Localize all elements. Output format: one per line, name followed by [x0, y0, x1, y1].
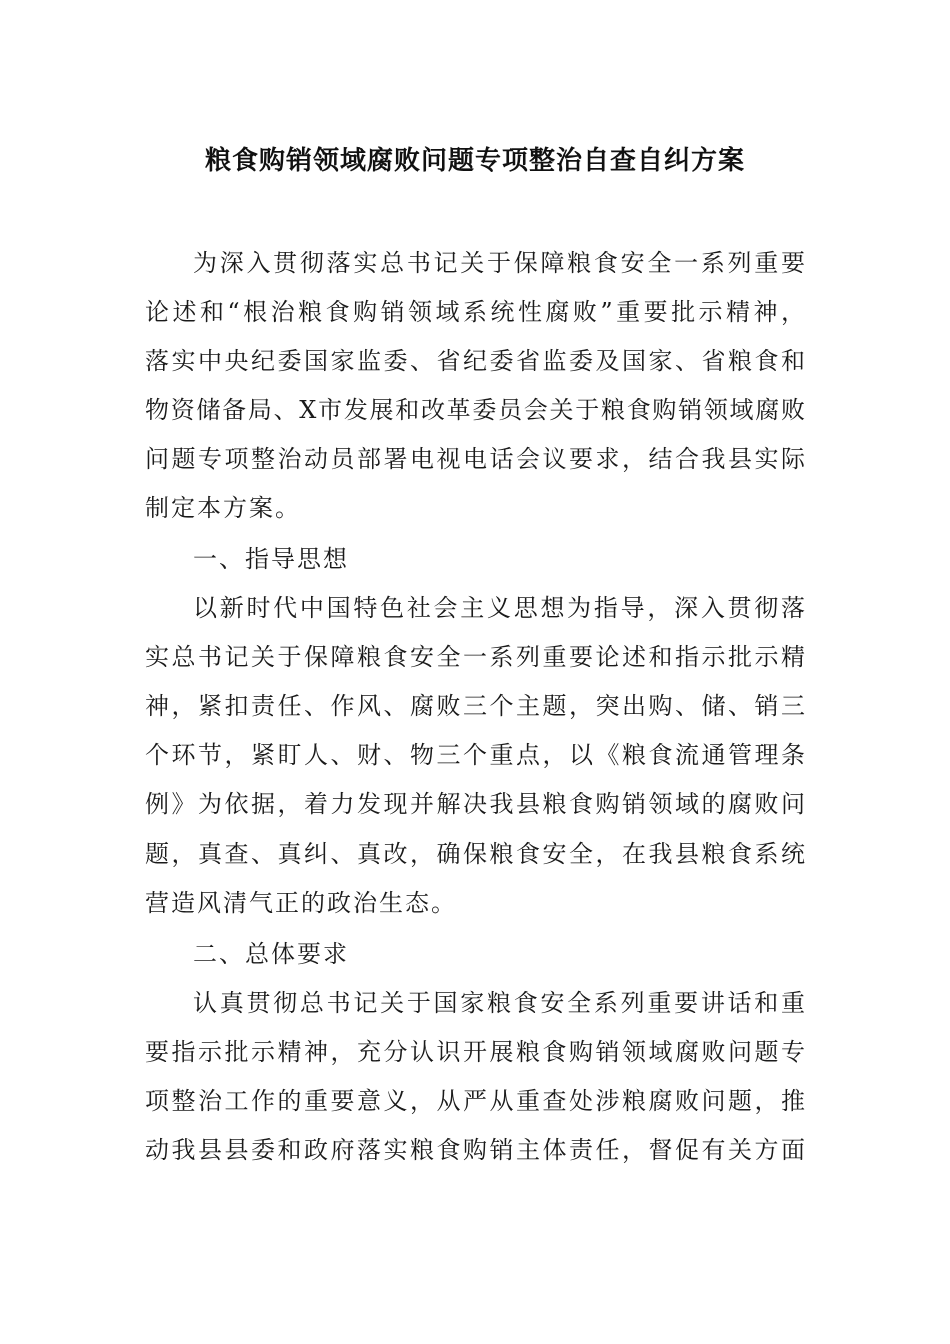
paragraph-line: 要指示批示精神，充分认识开展粮食购销领域腐败问题专 — [145, 1038, 805, 1066]
paragraph-line: 物资储备局、X市发展和改革委员会关于粮食购销领域腐败 — [145, 396, 805, 424]
paragraph-line: 为深入贯彻落实总书记关于保障粮食安全一系列重要 — [193, 249, 805, 277]
paragraph-line: 个环节，紧盯人、财、物三个重点，以《粮食流通管理条 — [145, 741, 805, 769]
paragraph-line: 以新时代中国特色社会主义思想为指导，深入贯彻落 — [193, 594, 805, 622]
paragraph-line: 实总书记关于保障粮食安全一系列重要论述和指示批示精 — [145, 643, 805, 671]
paragraph-line: 论述和“根治粮食购销领域系统性腐败”重要批示精神， — [145, 298, 805, 326]
paragraph-line: 动我县县委和政府落实粮食购销主体责任，督促有关方面 — [145, 1136, 805, 1164]
paragraph-line: 题，真查、真纠、真改，确保粮食安全，在我县粮食系统 — [145, 840, 805, 868]
paragraph-line: 落实中央纪委国家监委、省纪委省监委及国家、省粮食和 — [145, 347, 805, 375]
paragraph-line: 项整治工作的重要意义，从严从重查处涉粮腐败问题，推 — [145, 1087, 805, 1115]
paragraph-line: 认真贯彻总书记关于国家粮食安全系列重要讲话和重 — [193, 989, 805, 1017]
paragraph-line: 神，紧扣责任、作风、腐败三个主题，突出购、储、销三 — [145, 692, 805, 720]
section-heading: 二、总体要求 — [193, 940, 349, 968]
paragraph-line: 营造风清气正的政治生态。 — [145, 889, 457, 917]
document-title: 粮食购销领域腐败问题专项整治自查自纠方案 — [204, 146, 745, 176]
paragraph-line: 问题专项整治动员部署电视电话会议要求，结合我县实际 — [145, 445, 805, 473]
section-heading: 一、指导思想 — [193, 545, 349, 573]
paragraph-line: 制定本方案。 — [145, 494, 301, 522]
paragraph-line: 例》为依据，着力发现并解决我县粮食购销领域的腐败问 — [145, 790, 805, 818]
